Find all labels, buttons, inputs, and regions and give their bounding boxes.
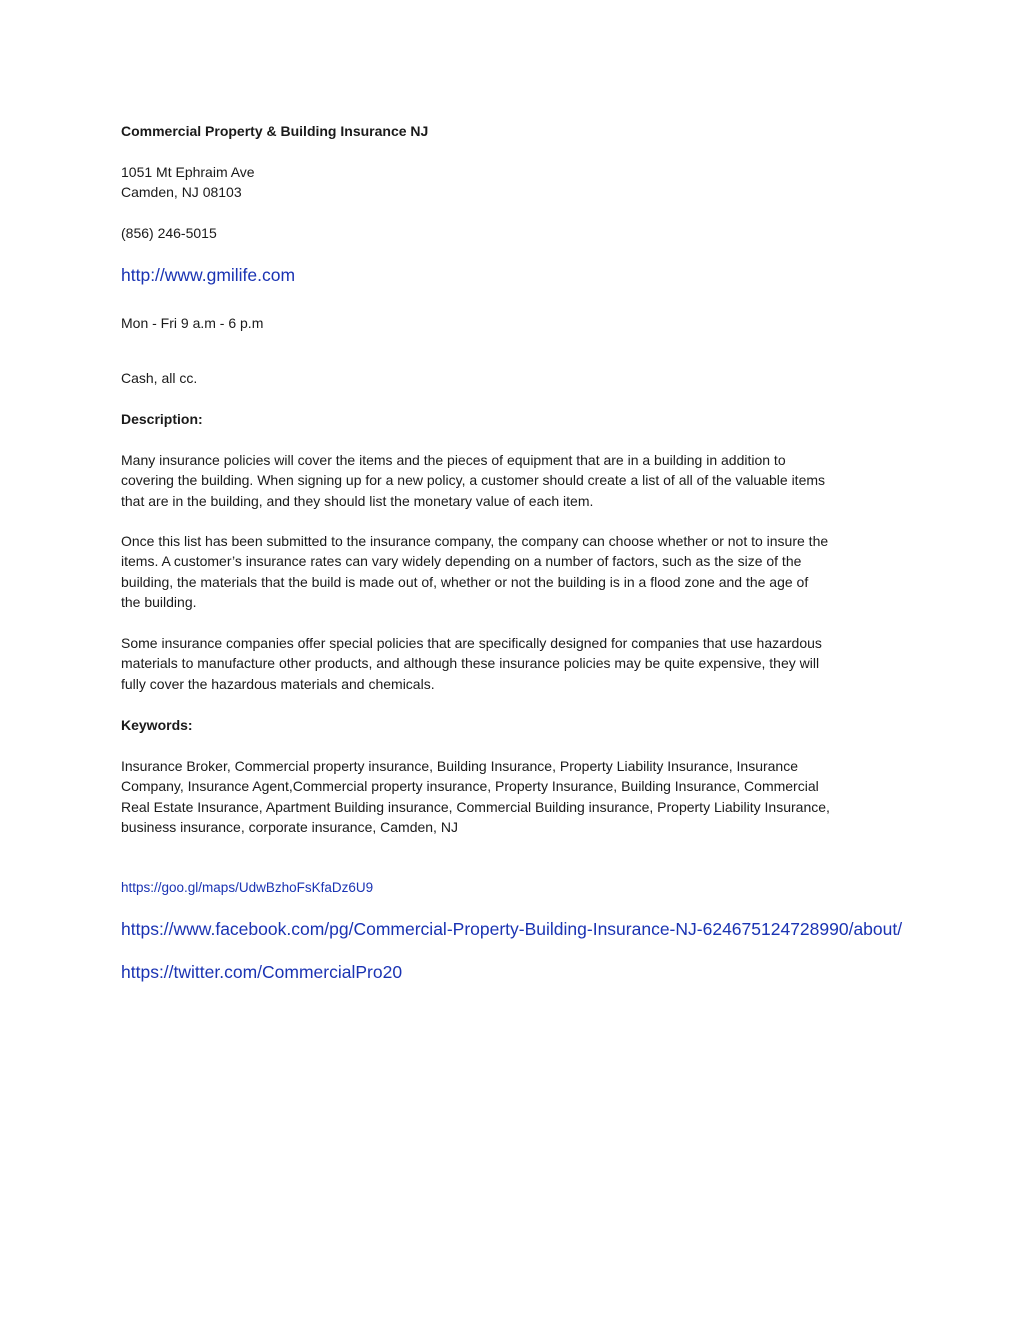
facebook-link[interactable]: https://www.facebook.com/pg/Commercial-Property-Building-Insurance-NJ-624675124728990/about/ xyxy=(121,919,903,939)
description-paragraph-3 xyxy=(121,633,911,694)
paragraph-line: Once this list has been submitted to the insurance company, the company can choose whether or not to insure the xyxy=(121,533,829,549)
keywords-line: Company, Insurance Agent,Commercial property insurance, Property Insurance, Building Insurance, Commercial xyxy=(121,778,819,795)
paragraph-line: that are in the building, and they should list the monetary value of each item. xyxy=(121,492,594,509)
payment-methods: Cash, all cc. xyxy=(121,370,198,386)
document-title: Commercial Property & Building Insurance NJ xyxy=(121,123,429,139)
paragraph-line: Many insurance policies will cover the items and the pieces of equipment that are in a building in addition to xyxy=(121,452,786,468)
keywords-line: Real Estate Insurance, Apartment Building insurance, Commercial Building insurance, Property Liability Insurance, xyxy=(121,798,830,815)
address-line-2: Camden, NJ 08103 xyxy=(121,184,242,200)
keywords-line: Insurance Broker, Commercial property insurance, Building Insurance, Property Liability Insurance, Insurance xyxy=(121,758,798,774)
description-paragraph-2 xyxy=(121,531,911,613)
paragraph-line: the building. xyxy=(121,594,197,611)
paragraph-line: items. A customer’s insurance rates can vary widely depending on a number of factors, such as the size of the xyxy=(121,553,802,570)
description-paragraph-1 xyxy=(121,450,911,511)
paragraph-line: covering the building. When signing up for a new policy, a customer should create a list of all of the valuable items xyxy=(121,472,826,489)
address-line-1: 1051 Mt Ephraim Ave xyxy=(121,164,255,180)
website-link[interactable]: http://www.gmilife.com xyxy=(121,265,296,285)
keywords-heading: Keywords: xyxy=(121,717,193,733)
keywords-line: business insurance, corporate insurance, Camden, NJ xyxy=(121,819,458,836)
keywords-list xyxy=(121,756,911,838)
phone-number: (856) 246-5015 xyxy=(121,225,217,241)
paragraph-line: materials to manufacture other products, and although these insurance policies may be quite expensive, they will xyxy=(121,655,820,672)
business-hours: Mon - Fri 9 a.m - 6 p.m xyxy=(121,315,264,331)
paragraph-line: fully cover the hazardous materials and chemicals. xyxy=(121,675,435,692)
paragraph-line: building, the materials that the build is made out of, whether or not the building is in a flood zone and the age of xyxy=(121,573,809,590)
description-heading: Description: xyxy=(121,411,203,427)
twitter-link[interactable]: https://twitter.com/CommercialPro20 xyxy=(121,962,403,982)
maps-link[interactable]: https://goo.gl/maps/UdwBzhoFsKfaDz6U9 xyxy=(121,880,374,895)
paragraph-line: Some insurance companies offer special policies that are specifically designed for companies that use hazardous xyxy=(121,635,822,651)
